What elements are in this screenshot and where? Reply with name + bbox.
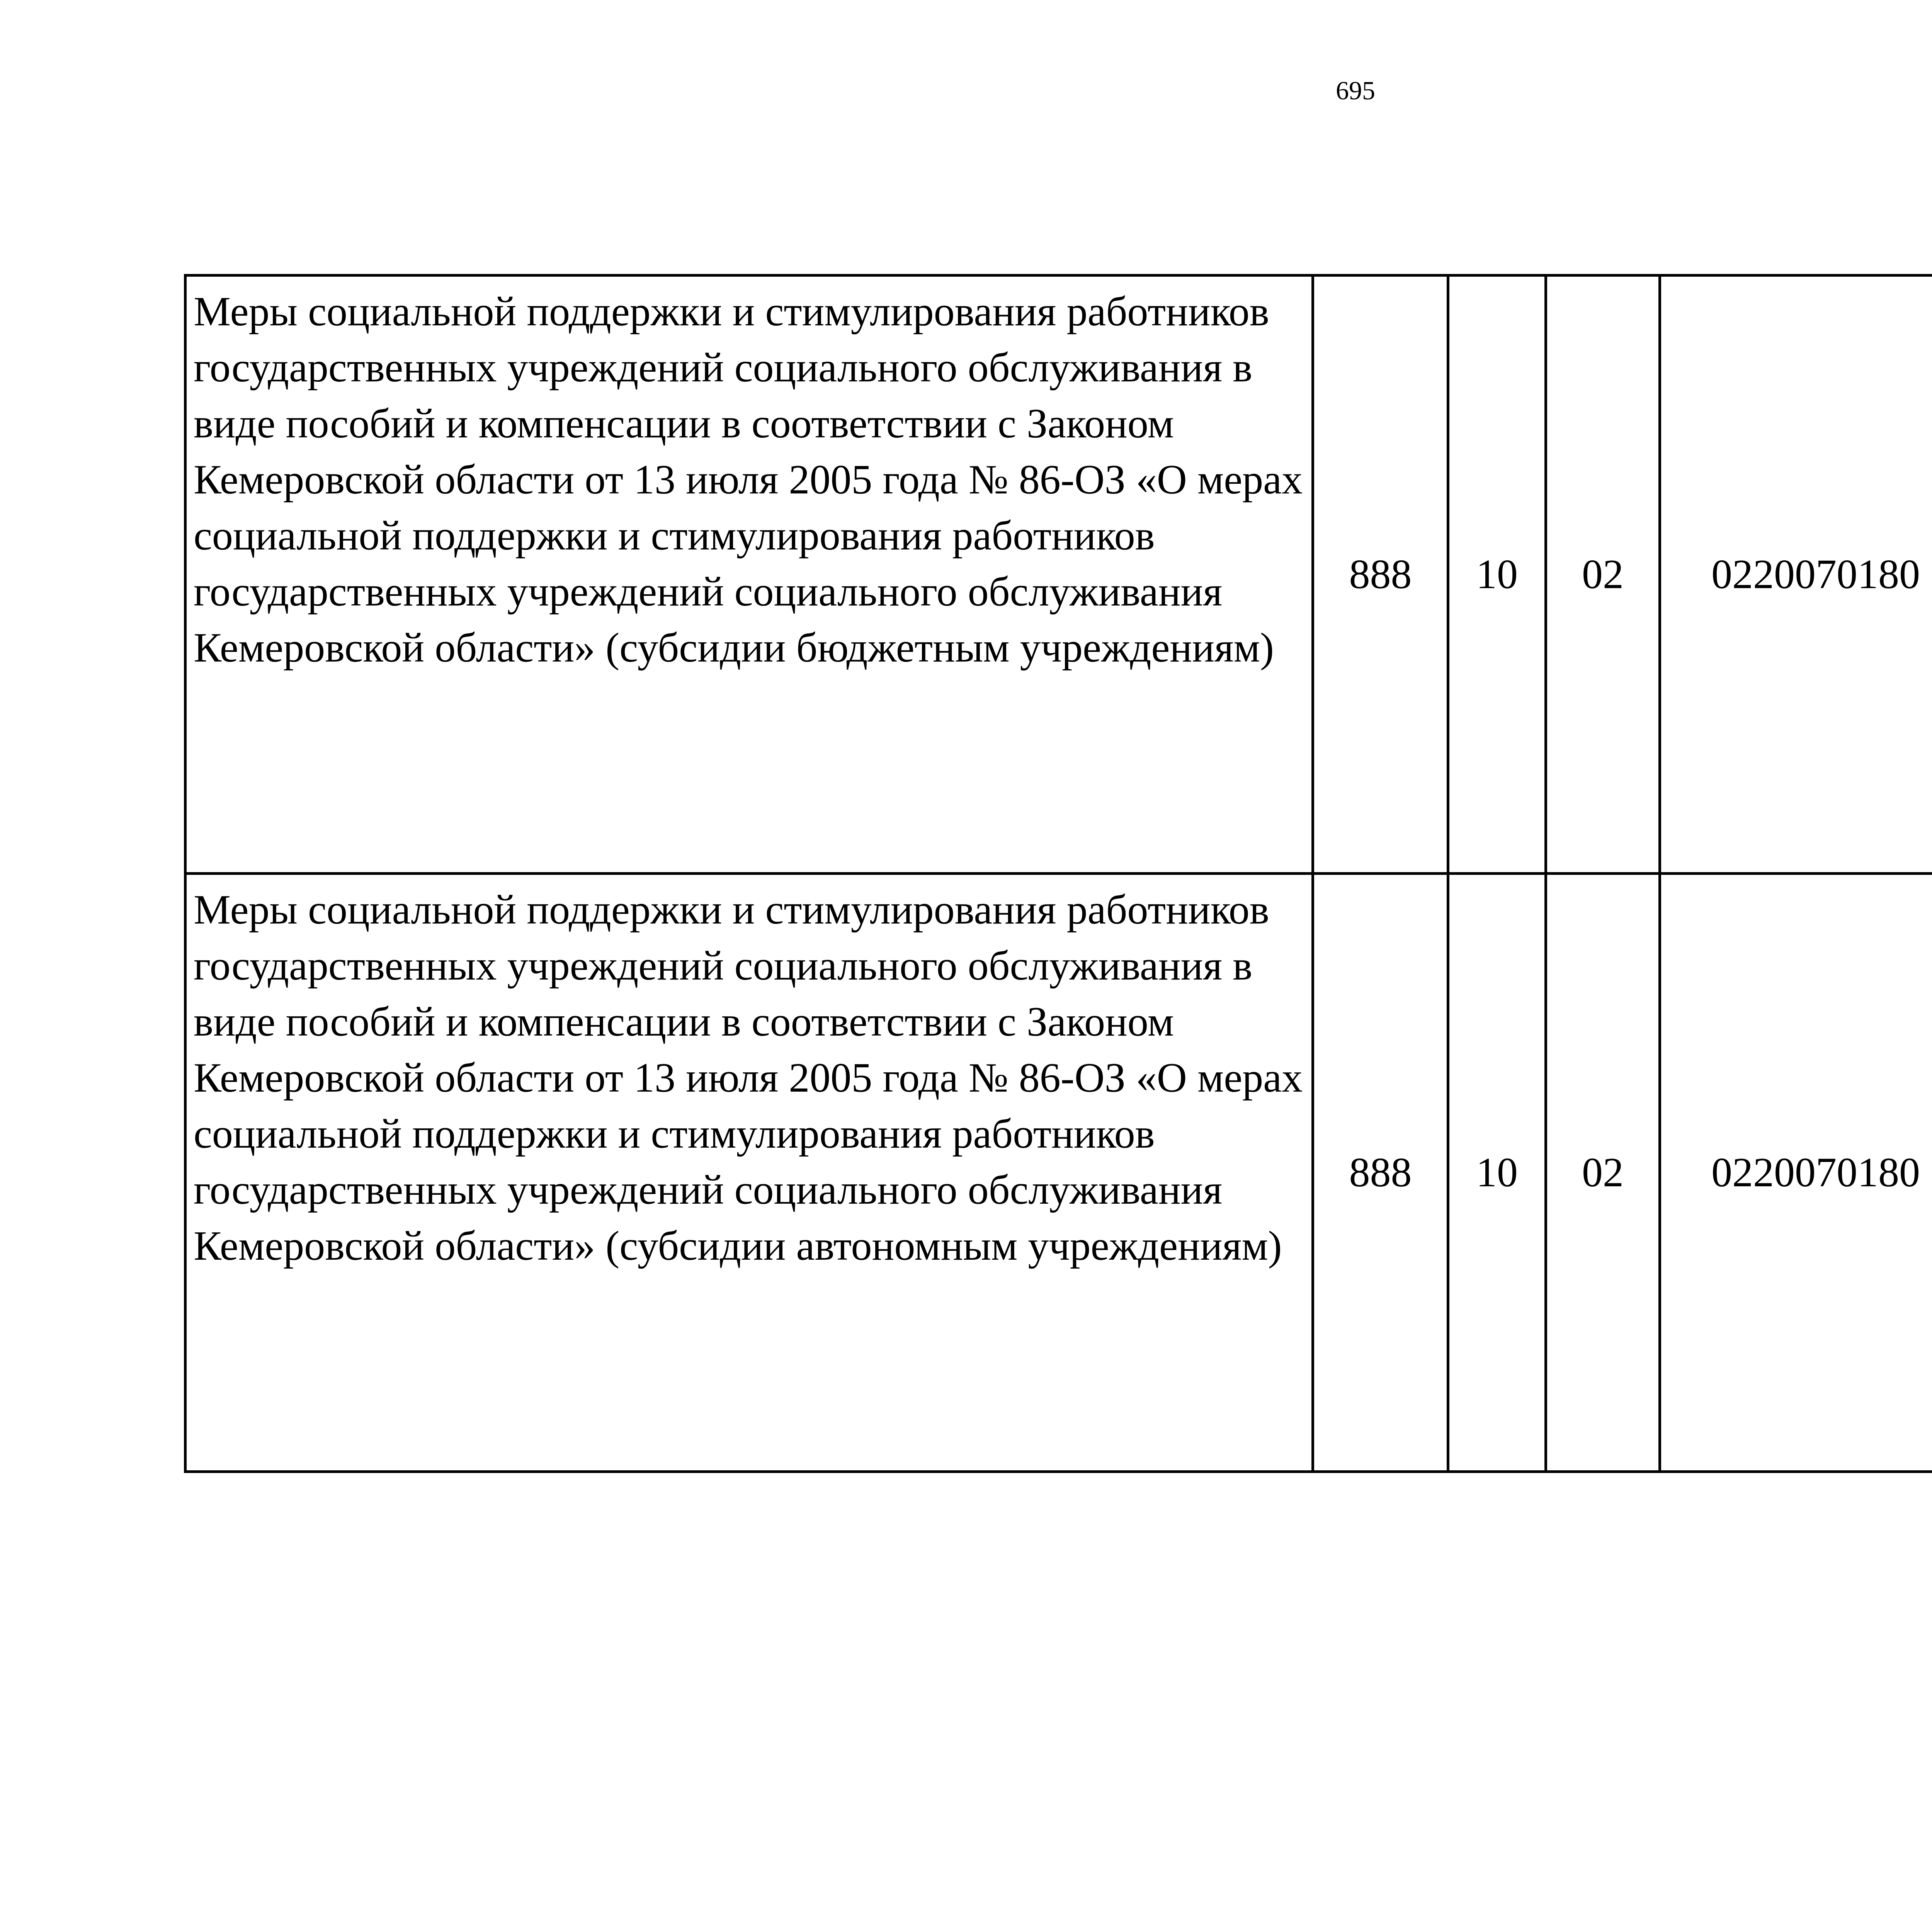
row-description: Меры социальной поддержки и стимулирования работников государственных учреждений социального обслуживания в виде пособий и компенсации в соответствии с Законом Кемеровской области от 13 июля 2005 года № 86-ОЗ «О мерах социальной поддержки и стимулирования работников государственных учреждений социального обслуживания Кемеровской области» (субсидии бюджетным учреждениям) bbox=[185, 276, 1313, 874]
ministry-code: 888 bbox=[1313, 874, 1448, 1472]
page-number: 695 bbox=[1336, 76, 1375, 105]
subsection-code: 02 bbox=[1546, 874, 1660, 1472]
ministry-code: 888 bbox=[1313, 276, 1448, 874]
target-article-code: 0220070180 bbox=[1660, 874, 1932, 1472]
section-code: 10 bbox=[1448, 276, 1546, 874]
table-row bbox=[185, 874, 1932, 1472]
section-code: 10 bbox=[1448, 874, 1546, 1472]
target-article-code: 0220070180 bbox=[1660, 276, 1932, 874]
row-description: Меры социальной поддержки и стимулирования работников государственных учреждений социального обслуживания в виде пособий и компенсации в соответствии с Законом Кемеровской области от 13 июля 2005 года № 86-ОЗ «О мерах социальной поддержки и стимулирования работников государственных учреждений социального обслуживания Кемеровской области» (субсидии автономным учреждениям) bbox=[185, 874, 1313, 1472]
subsection-code: 02 bbox=[1546, 276, 1660, 874]
budget-table bbox=[184, 274, 1932, 1473]
table-row bbox=[185, 276, 1932, 874]
